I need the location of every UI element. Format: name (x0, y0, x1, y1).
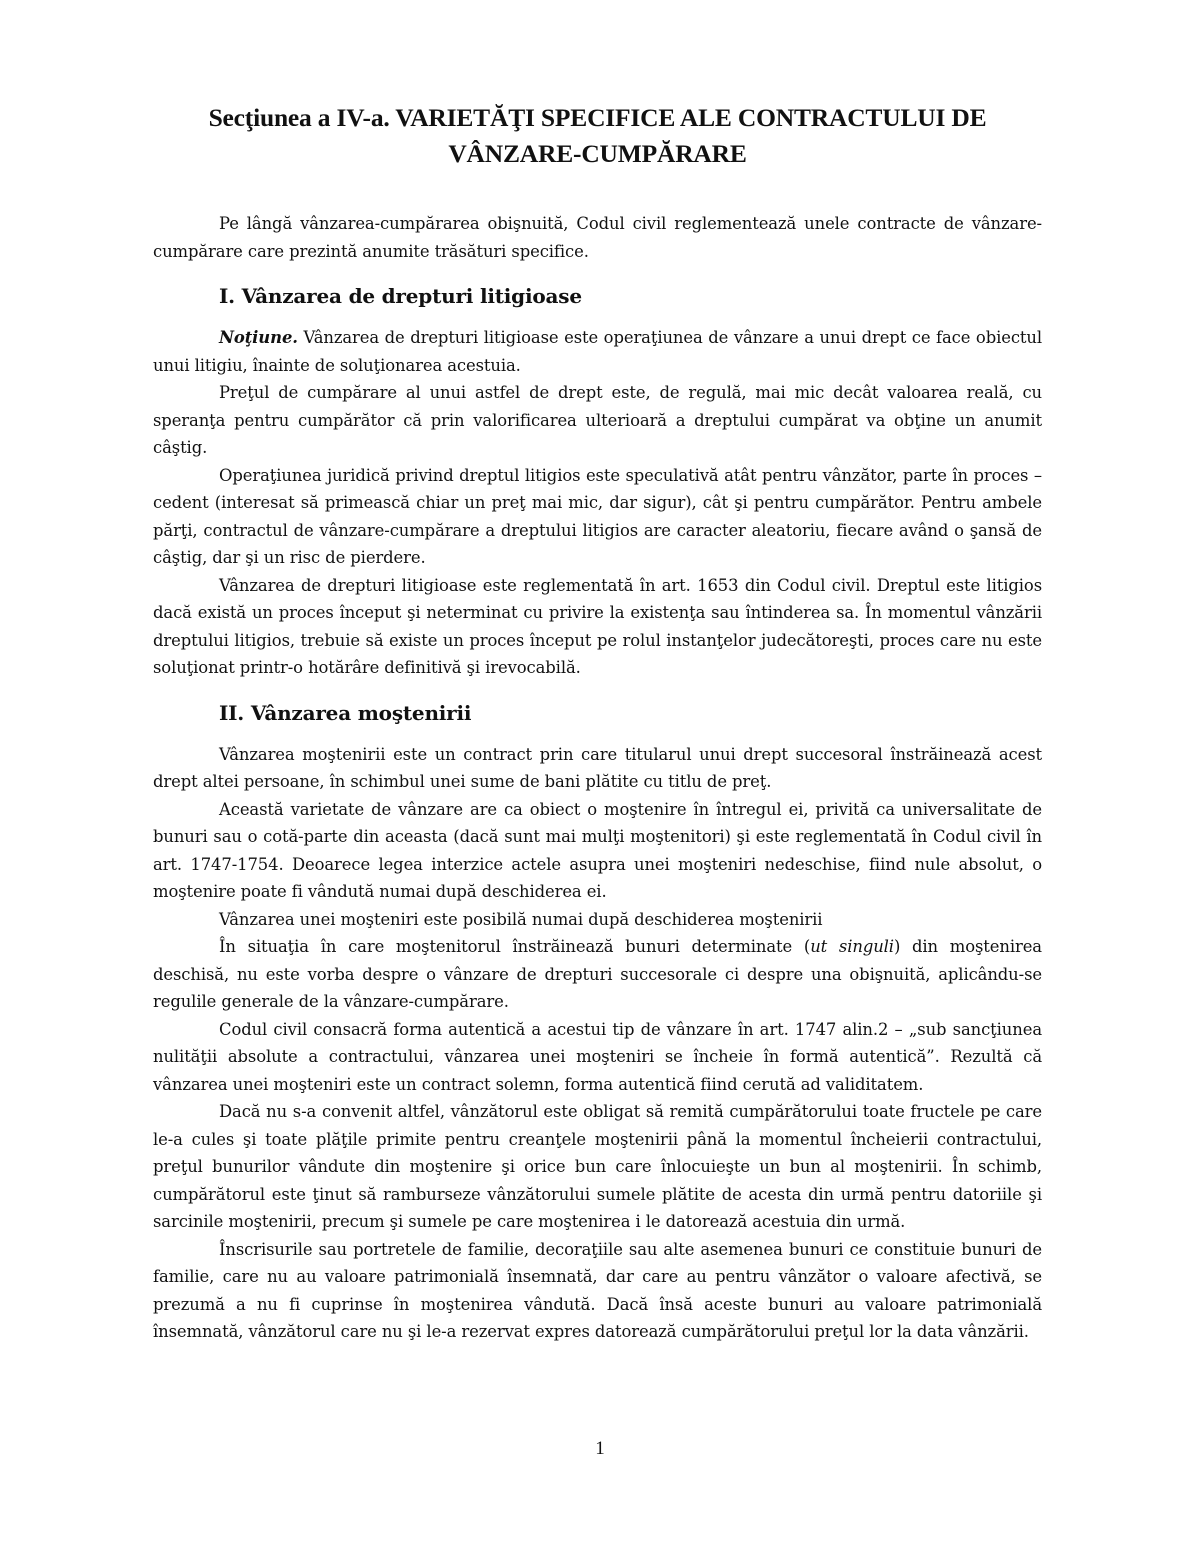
section-heading-2: II. Vânzarea moştenirii (219, 700, 472, 725)
section1-paragraph-4: Vânzarea de drepturi litigioase este reglementată în art. 1653 din Codul civil. Dreptul este litigios dacă există un proces început şi neterminat cu privire la existenţa sau întinderea sa. În momentul vânzării dreptului litigios, trebuie să existe un proces început pe rolul instanţelor judecătoreşti, proces care nu este soluţionat printr-o hotărâre definitivă şi irevocabilă. (153, 575, 1042, 677)
section2-paragraph-7: Înscrisurile sau portretele de familie, decoraţiile sau alte asemenea bunuri ce constituie bunuri de familie, care nu au valoare patrimonială însemnată, dar care au pentru vânzător o valoare afectivă, se prezumă a nu fi cuprinse în moştenirea vândută. Dacă însă aceste bunuri au valoare patrimonială însemnată, vânzătorul care nu şi le-a rezervat expres datorează cumpărătorului preţul lor la data vânzării. (153, 1239, 1042, 1341)
section1-paragraph-3: Operaţiunea juridică privind dreptul litigios este speculativă atât pentru vânzător, parte în proces –cedent (interesat să primească chiar un preţ mai mic, dar sigur), cât şi pentru cumpărător. Pentru ambele părţi, contractul de vânzare-cumpărare a dreptului litigios are caracter aleatoriu, fiecare având o şansă de câştig, dar şi un risc de pierdere. (153, 465, 1042, 567)
p4-italic-term: ut singuli (810, 937, 894, 956)
notion-label: Noţiune. (219, 328, 298, 347)
section2-paragraph-2: Această varietate de vânzare are ca obiect o moştenire în întregul ei, privită ca universalitate de bunuri sau o cotă-parte din aceasta (dacă sunt mai mulţi moştenitori) şi este reglementată în Codul civil în art. 1747-1754. Deoarece legea interzice actele asupra unei moşteniri nedeschise, fiind nule absolut, o moştenire poate fi vândută numai după deschiderea ei. (153, 799, 1042, 901)
notion-text: Vânzarea de drepturi litigioase este operaţiunea de vânzare a unui drept ce face obiectul unui litigiu, înainte de soluţionarea acestuia. (153, 328, 1042, 375)
page-number: 1 (595, 1438, 605, 1459)
section2-paragraph-6: Dacă nu s-a convenit altfel, vânzătorul este obligat să remită cumpărătorului toate fructele pe care le-a cules şi toate plăţile primite pentru creanţele moştenirii până la momentul încheierii contractului, preţul bunurilor vândute din moştenire şi orice bun care înlocuieşte un bun al moştenirii. În schimb, cumpărătorul este ţinut să ramburseze vânzătorului sumele plătite de acesta din urmă pentru datoriile şi sarcinile moştenirii, precum şi sumele pe care moştenirea i le datorează acestuia din urmă. (153, 1102, 1042, 1231)
section2-paragraph-4 (153, 933, 1042, 1016)
section1-paragraph-2: Preţul de cumpărare al unui astfel de drept este, de regulă, mai mic decât valoarea reală, cu speranţa pentru cumpărător că prin valorificarea ulterioară a dreptului cumpărat va obţine un anumit câştig. (153, 383, 1042, 457)
section-heading-1: I. Vânzarea de drepturi litigioase (219, 284, 582, 308)
section2-paragraph-5: Codul civil consacră forma autentică a acestui tip de vânzare în art. 1747 alin.2 – „sub sancţiunea nulităţii absolute a contractului, vânzarea unei moşteniri se încheie în formă autentică”. Rezultă că vânzarea unei moşteniri este un contract solemn, forma autentică fiind cerută ad validitatem. (153, 1019, 1042, 1094)
p4-text-after: ) din moştenirea deschisă, nu este vorba despre o vânzare de drepturi succesorale ci despre una obişnuită, aplicându-se regulile generale de la vânzare-cumpărare. (153, 937, 1042, 1011)
section2-paragraph-1: Vânzarea moştenirii este un contract prin care titularul unui drept succesoral înstrăinează acest drept altei persoane, în schimbul unei sume de bani plătite cu titlu de preţ. (153, 744, 1042, 791)
title-line-1: Secţiunea a IV-a. VARIETĂŢI SPECIFICE ALE CONTRACTULUI DE (208, 103, 987, 132)
document-page (153, 100, 1042, 1346)
p4-text-before: În situaţia în care moştenitorul înstrăinează bunuri determinate ( (219, 937, 811, 956)
title-line-2: VÂNZARE-CUMPĂRARE (448, 139, 747, 168)
section2-paragraph-3: Vânzarea unei moşteniri este posibilă numai după deschiderea moştenirii (219, 909, 823, 929)
intro-paragraph: Pe lângă vânzarea-cumpărarea obişnuită, Codul civil reglementează unele contracte de vânzare- cumpărare care prezintă anumite trăsături specifice. (153, 214, 1042, 261)
document-title (153, 100, 1042, 172)
section1-notion-paragraph (153, 324, 1042, 379)
